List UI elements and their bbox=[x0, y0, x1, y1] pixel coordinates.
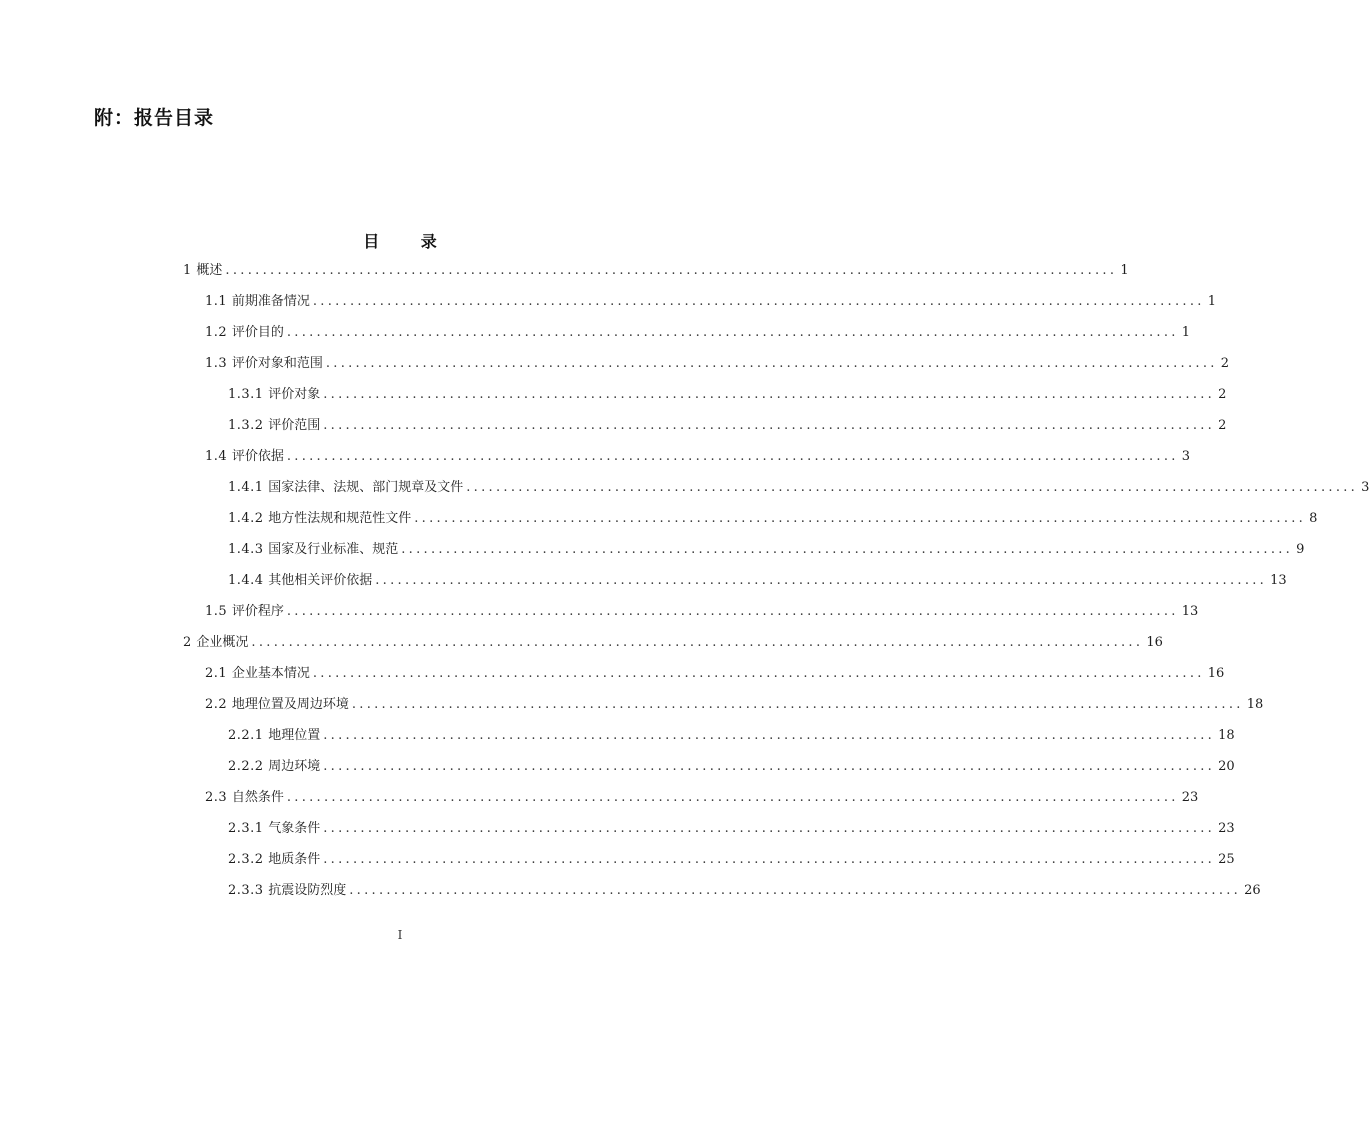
toc-dot-leader: ........................................................................................................................ bbox=[401, 542, 1294, 557]
toc-dot-leader: ........................................................................................................................ bbox=[286, 325, 1179, 340]
toc-entry-number: 1.3 bbox=[205, 356, 232, 371]
toc-dot-leader: ........................................................................................................................ bbox=[351, 697, 1244, 712]
toc-entry-page: 2 bbox=[1218, 387, 1227, 402]
toc-entry[interactable] bbox=[205, 324, 1190, 342]
toc-dot-leader: ........................................................................................................................ bbox=[466, 480, 1359, 495]
toc-entry[interactable] bbox=[205, 355, 1229, 373]
toc-dot-leader: ........................................................................................................................ bbox=[323, 852, 1216, 867]
toc-entry-page: 13 bbox=[1270, 573, 1287, 588]
toc-entry-number: 2.1 bbox=[205, 666, 232, 681]
toc-entry-label: 概述 bbox=[196, 263, 223, 278]
toc-entry-page: 16 bbox=[1207, 666, 1225, 681]
toc-dot-leader: ........................................................................................................................ bbox=[323, 418, 1216, 433]
toc-entry[interactable] bbox=[228, 820, 1235, 838]
toc-entry-number: 1.4.4 bbox=[228, 573, 269, 588]
toc-entry-number: 1.2 bbox=[205, 325, 232, 340]
toc-entry[interactable] bbox=[228, 510, 1318, 528]
toc-dot-leader: ........................................................................................................................ bbox=[225, 263, 1118, 278]
toc-entry[interactable] bbox=[228, 851, 1235, 869]
toc-entry-page: 3 bbox=[1181, 449, 1190, 464]
toc-entry-page: 1 bbox=[1207, 294, 1216, 309]
toc-entry[interactable] bbox=[183, 262, 1129, 280]
toc-entry-page: 13 bbox=[1181, 604, 1199, 619]
toc-dot-leader: ........................................................................................................................ bbox=[375, 573, 1268, 588]
toc-entry[interactable] bbox=[228, 727, 1235, 745]
toc-entry-label: 评价对象和范围 bbox=[231, 356, 323, 371]
toc-entry-page: 26 bbox=[1244, 883, 1261, 898]
toc-entry-number: 2.2.2 bbox=[228, 759, 269, 774]
toc-entry-label: 地质条件 bbox=[268, 852, 321, 867]
toc-entry-label: 国家及行业标准、规范 bbox=[268, 542, 399, 557]
toc-entry-page: 18 bbox=[1218, 728, 1235, 743]
toc-dot-leader: ........................................................................................................................ bbox=[349, 883, 1242, 898]
toc-entry[interactable] bbox=[228, 386, 1227, 404]
toc-entry-page: 3 bbox=[1361, 480, 1369, 495]
toc-entry-label: 评价范围 bbox=[268, 418, 321, 433]
toc-entry-label: 抗震设防烈度 bbox=[268, 883, 347, 898]
toc-entry-page: 23 bbox=[1218, 821, 1235, 836]
toc-entry-label: 评价对象 bbox=[268, 387, 321, 402]
toc-entry-number: 1.3.1 bbox=[228, 387, 269, 402]
toc-entry-number: 2.2.1 bbox=[228, 728, 269, 743]
footer-page-number: I bbox=[397, 928, 403, 942]
toc-entry-page: 1 bbox=[1181, 325, 1190, 340]
toc-dot-leader: ........................................................................................................................ bbox=[323, 387, 1216, 402]
toc-entry-label: 企业概况 bbox=[196, 635, 249, 650]
toc-entry[interactable] bbox=[183, 634, 1163, 652]
toc-entry-number: 1.4.2 bbox=[228, 511, 269, 526]
toc-entry-page: 25 bbox=[1218, 852, 1235, 867]
toc-entry-page: 16 bbox=[1146, 635, 1163, 650]
toc-entry-label: 评价目的 bbox=[231, 325, 284, 340]
toc-entry-number: 2.3.1 bbox=[228, 821, 269, 836]
toc-entry-label: 周边环境 bbox=[268, 759, 321, 774]
toc-entry-number: 2 bbox=[183, 635, 197, 650]
toc-entry[interactable] bbox=[205, 696, 1264, 714]
toc-entry-number: 2.3 bbox=[205, 790, 232, 805]
toc-entry-label: 自然条件 bbox=[231, 790, 284, 805]
toc-entry-label: 其他相关评价依据 bbox=[268, 573, 373, 588]
toc-entry-label: 评价程序 bbox=[231, 604, 284, 619]
toc-entry-page: 9 bbox=[1296, 542, 1305, 557]
toc-entry-number: 1.5 bbox=[205, 604, 232, 619]
toc-title: 目 录 bbox=[363, 232, 455, 251]
toc-entry-label: 地方性法规和规范性文件 bbox=[268, 511, 412, 526]
toc-entry-number: 1.4 bbox=[205, 449, 232, 464]
toc-entry[interactable] bbox=[228, 758, 1235, 776]
appendix-heading: 附：报告目录 bbox=[94, 107, 215, 129]
toc-entry-page: 1 bbox=[1120, 263, 1129, 278]
toc-dot-leader: ........................................................................................................................ bbox=[286, 604, 1179, 619]
toc-entry-number: 2.3.2 bbox=[228, 852, 269, 867]
toc-entry[interactable] bbox=[205, 789, 1199, 807]
toc-entry-number: 1 bbox=[183, 263, 197, 278]
toc-entry-number: 2.2 bbox=[205, 697, 232, 712]
toc-dot-leader: ........................................................................................................................ bbox=[312, 294, 1205, 309]
toc-entry-page: 2 bbox=[1220, 356, 1229, 371]
toc-entry-number: 1.4.3 bbox=[228, 542, 269, 557]
toc-dot-leader: ........................................................................................................................ bbox=[325, 356, 1218, 371]
toc-dot-leader: ........................................................................................................................ bbox=[312, 666, 1205, 681]
toc-entry[interactable] bbox=[228, 572, 1287, 590]
toc-entry-label: 地理位置及周边环境 bbox=[231, 697, 349, 712]
toc-entry-page: 20 bbox=[1218, 759, 1235, 774]
toc-entry[interactable] bbox=[228, 479, 1369, 497]
toc-dot-leader: ........................................................................................................................ bbox=[286, 790, 1179, 805]
toc-entry-page: 23 bbox=[1181, 790, 1199, 805]
toc-entry-label: 前期准备情况 bbox=[231, 294, 310, 309]
toc-dot-leader: ........................................................................................................................ bbox=[323, 821, 1216, 836]
toc-entry[interactable] bbox=[228, 882, 1261, 900]
toc-dot-leader: ........................................................................................................................ bbox=[286, 449, 1179, 464]
toc-entry[interactable] bbox=[205, 448, 1190, 466]
toc-entry-label: 企业基本情况 bbox=[231, 666, 310, 681]
toc-entry-number: 2.3.3 bbox=[228, 883, 269, 898]
toc-entry[interactable] bbox=[205, 665, 1225, 683]
toc-entry[interactable] bbox=[205, 293, 1216, 311]
toc-entry-page: 18 bbox=[1246, 697, 1264, 712]
toc-dot-leader: ........................................................................................................................ bbox=[323, 728, 1216, 743]
toc-dot-leader: ........................................................................................................................ bbox=[414, 511, 1307, 526]
toc-entry-page: 2 bbox=[1218, 418, 1227, 433]
toc-entry-number: 1.4.1 bbox=[228, 480, 269, 495]
toc-entry-number: 1.3.2 bbox=[228, 418, 269, 433]
toc-entry-label: 评价依据 bbox=[231, 449, 284, 464]
toc-entry-page: 8 bbox=[1309, 511, 1318, 526]
toc-entry[interactable] bbox=[228, 417, 1227, 435]
toc-entry-label: 气象条件 bbox=[268, 821, 321, 836]
toc-entry-label: 地理位置 bbox=[268, 728, 321, 743]
toc-dot-leader: ........................................................................................................................ bbox=[251, 635, 1144, 650]
toc-dot-leader: ........................................................................................................................ bbox=[323, 759, 1216, 774]
toc-entry[interactable] bbox=[228, 541, 1305, 559]
toc-entry[interactable] bbox=[205, 603, 1199, 621]
toc-entry-number: 1.1 bbox=[205, 294, 232, 309]
toc-entry-label: 国家法律、法规、部门规章及文件 bbox=[268, 480, 464, 495]
